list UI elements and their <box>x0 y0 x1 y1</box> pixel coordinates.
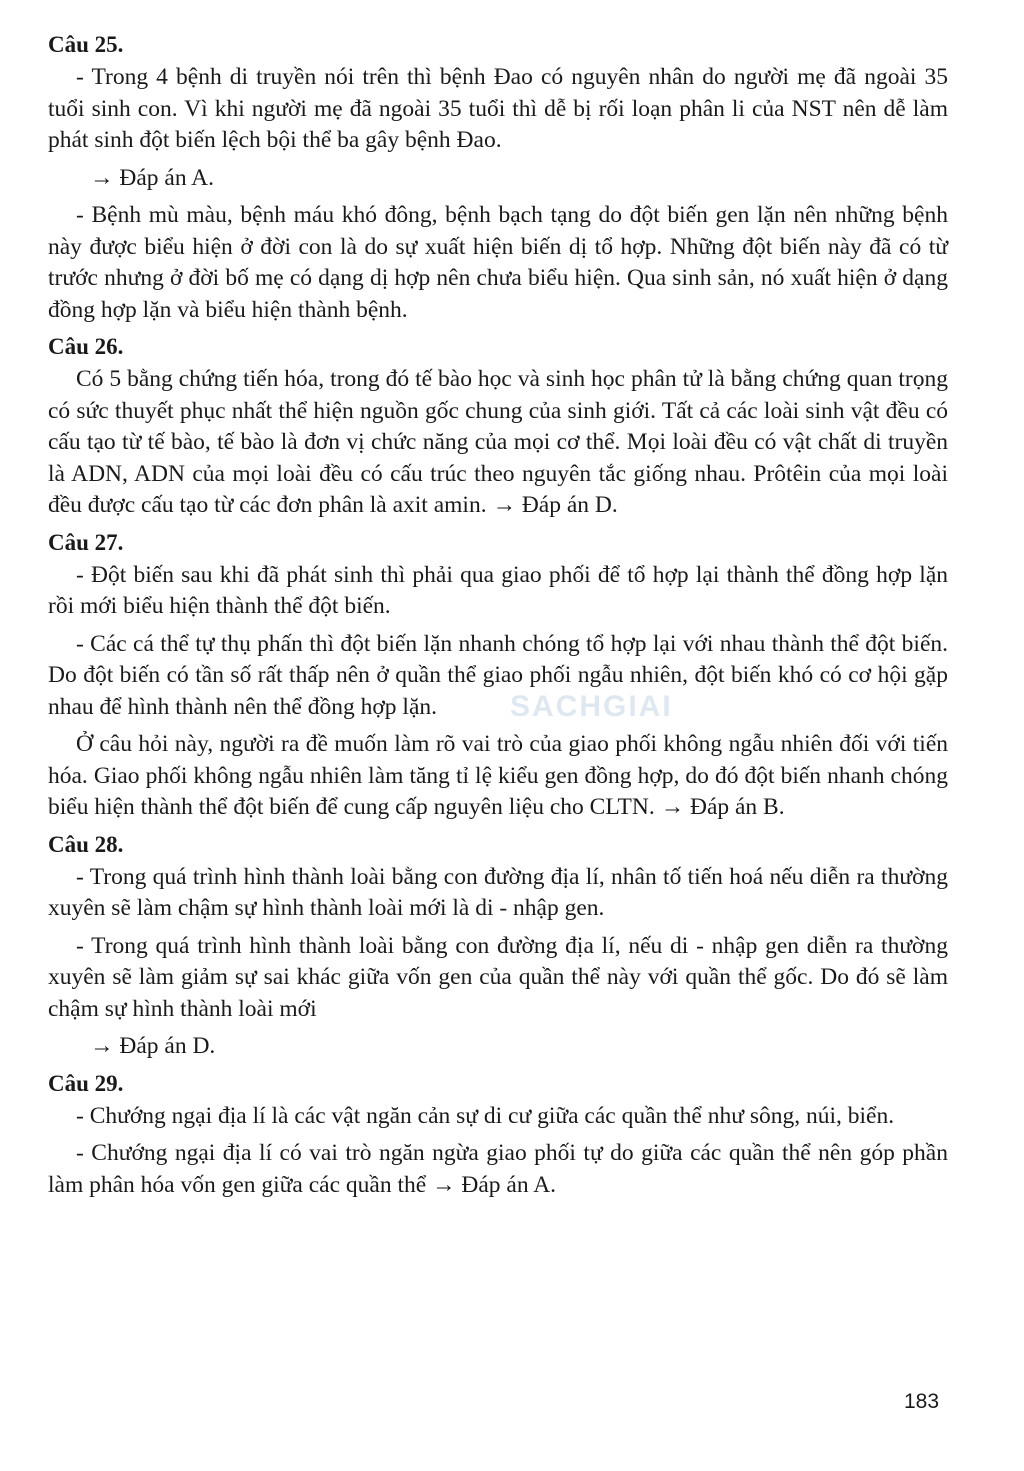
question-title: Câu 27. <box>48 529 124 555</box>
paragraph: - Đột biến sau khi đã phát sinh thì phải qua giao phối để tổ hợp lại thành thể đồng hợp lặn rồi mới biểu hiện thành thể đột biến. <box>48 561 948 619</box>
answer-line: → Đáp án A. <box>90 164 215 191</box>
paragraph: Có 5 bằng chứng tiến hóa, trong đó tế bào học và sinh học phân tử là bằng chứng quan trọng có sức thuyết phục nhất thể hiện nguồn gốc chung của sinh giới. Tất cả các loài sinh vật đều có cấu tạo từ tế bào, tế bào là đơn vị chức năng của mọi cơ thể. Mọi loài đều có vật chất di truyền là ADN, ADN của mọi loài đều có cấu trúc theo nguyên tắc giống nhau. Prôtêin của mọi loài đều được cấu tạo từ các đơn phân là axit amin. → Đáp án D. <box>48 366 948 518</box>
watermark-logo: SACHGIAI <box>510 690 673 723</box>
question-25 <box>48 30 948 326</box>
paragraph: - Trong quá trình hình thành loài bằng con đường địa lí, nếu di - nhập gen diễn ra thường xuyên sẽ làm giảm sự sai khác giữa vốn gen của quần thể này với quần thể gốc. Do đó sẽ làm chậm sự hình thành loài mới <box>48 932 948 1022</box>
paragraph: - Chướng ngại địa lí là các vật ngăn cản sự di cư giữa các quần thể như sông, núi, biển. <box>76 1102 895 1129</box>
question-title: Câu 26. <box>48 334 124 359</box>
paragraph: - Bệnh mù màu, bệnh máu khó đông, bệnh bạch tạng do đột biến gen lặn nên những bệnh này được biểu hiện ở đời con là do sự xuất hiện biến dị tổ hợp. Những đột biến này đã có từ trước nhưng ở đời bố mẹ có dạng dị hợp nên chưa biểu hiện. Qua sinh sản, nó xuất hiện ở dạng đồng hợp lặn và biểu hiện thành bệnh. <box>48 202 948 323</box>
question-title: Câu 25. <box>48 32 124 57</box>
question-title: Câu 29. <box>48 1070 124 1096</box>
paragraph: - Các cá thể tự thụ phấn thì đột biến lặn nhanh chóng tổ hợp lại với nhau thành thể đột biến. Do đột biến có tần số rất thấp nên ở quần thể giao phối ngẫu nhiên, đột biến khó có cơ hội gặp nhau để hình thành nên thể đồng hợp lặn. <box>48 630 948 720</box>
paragraph: - Trong 4 bệnh di truyền nói trên thì bệnh Đao có nguyên nhân do người mẹ đã ngoài 35 tuổi sinh con. Vì khi người mẹ đã ngoài 35 tuổi thì dễ bị rối loạn phân li của NST nên dễ làm phát sinh đột biến lệch bội thể ba gây bệnh Đao. <box>48 64 948 153</box>
paragraph: - Trong quá trình hình thành loài bằng con đường địa lí, nhân tố tiến hoá nếu diễn ra thường xuyên sẽ làm chậm sự hình thành loài mới là di - nhập gen. <box>48 863 948 921</box>
answer-line: → Đáp án D. <box>90 1033 216 1059</box>
question-28 <box>48 830 948 1063</box>
question-title: Câu 28. <box>48 831 124 857</box>
question-27 <box>48 528 948 824</box>
question-26 <box>48 332 948 522</box>
paragraph: Ở câu hỏi này, người ra đề muốn làm rõ vai trò của giao phối không ngẫu nhiên đối với tiến hóa. Giao phối không ngẫu nhiên làm tăng tỉ lệ kiểu gen đồng hợp, do đó đột biến nhanh chóng biểu hiện thành thể đột biến để cung cấp nguyên liệu cho CLTN. → Đáp án B. <box>48 731 948 820</box>
paragraph: - Chướng ngại địa lí có vai trò ngăn ngừa giao phối tự do giữa các quần thể nên góp phần làm phân hóa vốn gen giữa các quần thể → Đáp án A. <box>48 1140 948 1198</box>
page-content <box>48 30 948 1207</box>
question-29 <box>48 1069 948 1202</box>
page-number: 183 <box>904 1390 940 1413</box>
